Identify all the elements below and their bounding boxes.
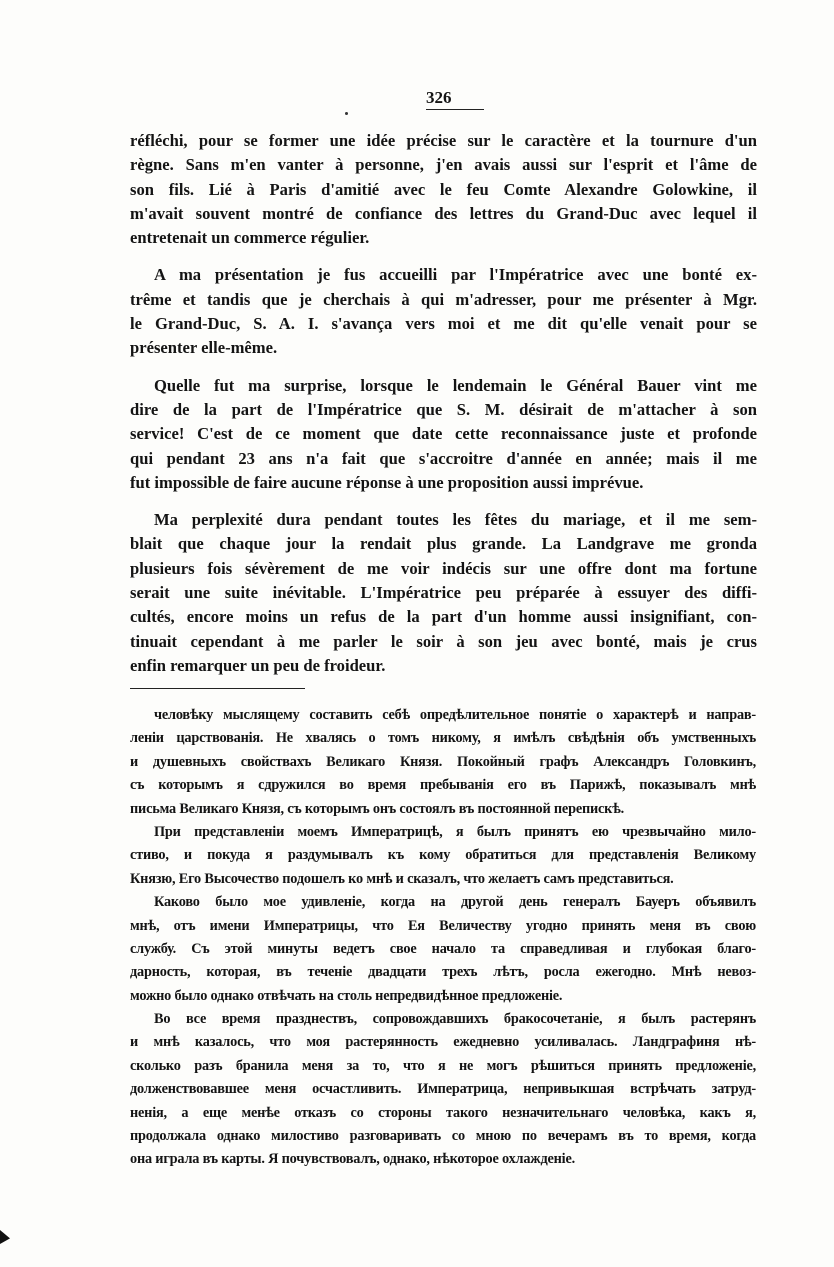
paragraph [130, 129, 757, 250]
text-line: мнѣ, отъ имени Императрицы, что Ея Величеству угодно принять меня въ свою [130, 917, 756, 934]
text-line: cultés, encore moins un refus de la part d'un homme aussi insignifiant, con- [130, 607, 757, 627]
text-line: service! C'est de ce moment que date cette reconnaissance juste et profonde [130, 424, 757, 444]
text-line: A ma présentation je fus accueilli par l'Impératrice avec une bonté ex- [154, 265, 757, 285]
text-line: Ma perplexité dura pendant toutes les fêtes du mariage, et il me sem- [154, 510, 757, 530]
text-line: дарность, которая, въ теченіе двадцати трехъ лѣтъ, росла ежегодно. Мнѣ невоз- [130, 964, 756, 981]
french-main-text [130, 129, 757, 691]
text-line: tinuait cependant à me parler le soir à son jeu avec bonté, mais je crus [130, 631, 757, 651]
text-line: леніи царствованія. Не хвалясь о томъ никому, я имѣлъ свѣдѣнія объ умственныхъ [130, 730, 756, 747]
text-line: trême et tandis que je cherchais à qui m'adresser, pour me présenter à Mgr. [130, 289, 757, 309]
text-line: и мнѣ казалось, что моя растерянность ежедневно усиливалась. Ландграфиня нѣ- [130, 1034, 756, 1051]
text-line: Quelle fut ma surprise, lorsque le lendemain le Général Bauer vint me [154, 375, 757, 395]
text-line: qui pendant 23 ans n'a fait que s'accroitre d'année en année; mais il me [130, 448, 757, 468]
text-line: Каково было мое удивленіе, когда на другой день генералъ Бауеръ объявилъ [154, 894, 756, 911]
text-line: réfléchi, pour se former une idée précise sur le caractère et la tournure d'un [130, 131, 757, 150]
text-line: долженствовавшее меня осчастливить. Императрица, непривыкшая встрѣчать затруд- [130, 1081, 756, 1098]
scan-speck [345, 112, 348, 115]
paragraph [130, 508, 757, 678]
paragraph [130, 821, 756, 891]
paragraph [130, 1008, 756, 1172]
text-line: человѣку мыслящему составить себѣ опредѣлительное понятіе о характерѣ и направ- [154, 707, 756, 723]
text-line: и душевныхъ свойствахъ Великаго Князя. Покойный графъ Александръ Головкинъ, [130, 753, 756, 770]
text-line: продолжала однако милостиво разговаривать со мною по вечерамъ въ то время, когда [130, 1128, 756, 1145]
text-line: Во все время празднествъ, сопровождавшихъ бракосочетаніе, я былъ растерянъ [154, 1011, 756, 1028]
paragraph [130, 704, 756, 821]
text-line: fut impossible de faire aucune réponse à une proposition aussi imprévue. [130, 472, 644, 492]
text-line: она играла въ карты. Я почувствовалъ, однако, нѣкоторое охлажденіе. [130, 1151, 575, 1168]
text-line: m'avait souvent montré de confiance des lettres du Grand-Duc avec lequel il [130, 203, 757, 223]
scan-edge-mark [0, 1230, 10, 1244]
paragraph [130, 374, 757, 495]
text-line: enfin remarquer un peu de froideur. [130, 655, 386, 675]
footnote-separator [130, 688, 305, 689]
text-line: plusieurs fois sévèrement de me voir indécis sur une offre dont ma fortune [130, 558, 757, 578]
text-line: serait une suite inévitable. L'Impératrice peu préparée à essuyer des diffi- [130, 583, 757, 603]
text-line: сколько разъ бранила меня за то, что я не могъ рѣшиться принять предложеніе, [130, 1057, 756, 1074]
text-line: Князю, Его Высочество подошелъ ко мнѣ и сказалъ, что желаетъ самъ представиться. [130, 870, 674, 887]
text-line: présenter elle-même. [130, 338, 278, 358]
text-line: ненія, а еще менѣе отказъ со стороны такого незначительнаго человѣка, какъ я, [130, 1104, 756, 1121]
page-number-rule [426, 109, 484, 110]
paragraph [130, 891, 756, 1008]
text-line: entretenait un commerce régulier. [130, 228, 370, 248]
text-line: le Grand-Duc, S. A. I. s'avança vers moi et me dit qu'elle venait pour se [130, 314, 757, 334]
text-line: стиво, и покуда я раздумывалъ къ кому обратиться для представленія Великому [130, 847, 756, 864]
text-line: службу. Съ этой минуты ведетъ свое начало та справедливая и глубокая благо- [130, 940, 756, 957]
text-line: dire de la part de l'Impératrice que S. M. désirait de m'attacher à son [130, 399, 757, 419]
paragraph [130, 263, 757, 360]
russian-translation-text [130, 704, 756, 1172]
text-line: blait que chaque jour la rendait plus grande. La Landgrave me gronda [130, 534, 757, 554]
text-line: При представленіи моемъ Императрицѣ, я былъ принятъ ею чрезвычайно мило- [154, 823, 756, 840]
text-line: son fils. Lié à Paris d'amitié avec le feu Comte Alexandre Golowkine, il [130, 179, 757, 199]
text-line: съ которымъ я сдружился во время пребыванія его въ Парижѣ, показывалъ мнѣ [130, 777, 756, 794]
text-line: можно было однако отвѣчать на столь непредвидѣнное предложеніе. [130, 987, 563, 1004]
text-line: règne. Sans m'en vanter à personne, j'en avais aussi sur l'esprit et l'âme de [130, 155, 757, 175]
page-number: 326 [426, 88, 452, 107]
text-line: письма Великаго Князя, съ которымъ онъ состоялъ въ постоянной перепискѣ. [130, 800, 624, 817]
